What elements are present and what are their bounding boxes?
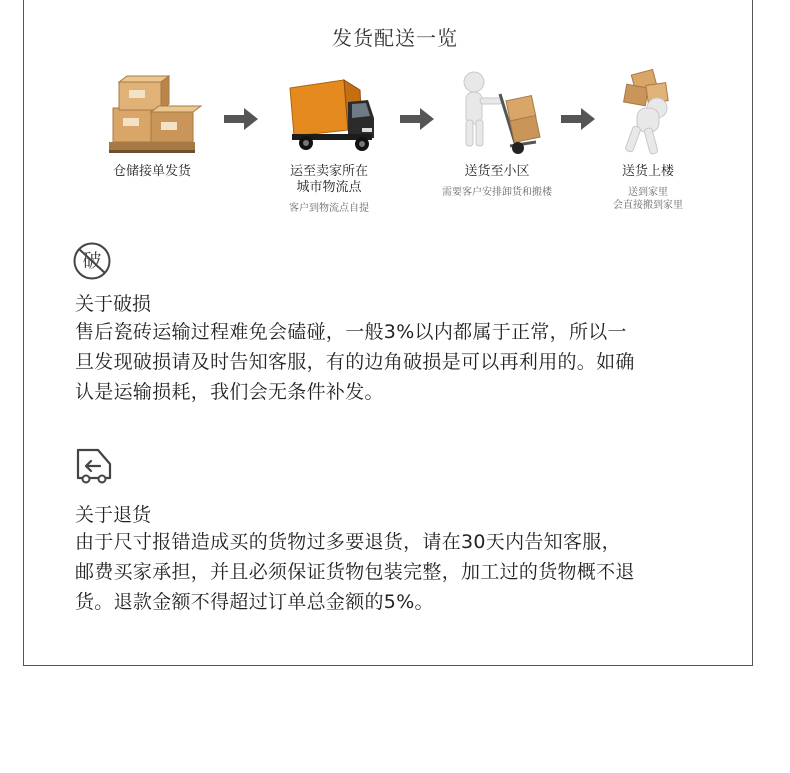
- step-label-line: 仓储接单发货: [112, 164, 191, 179]
- returns-line: 邮费买家承担，并且必须保证货物包装完整，加工过的货物概不退: [75, 561, 635, 583]
- damage-line: 认是运输损耗，我们会无条件补发。: [75, 381, 384, 403]
- step-label: [244, 164, 414, 196]
- step-warehouse: [67, 68, 237, 180]
- step-sub-line: 需要客户安排卸货和搬楼: [442, 187, 552, 198]
- step-label: [563, 164, 733, 180]
- hand-truck-person-icon: [412, 68, 582, 158]
- step-city-logistics: [244, 68, 414, 215]
- page-title: 发货配送一览: [332, 26, 458, 50]
- step-label-line: 送货上楼: [621, 164, 674, 179]
- damage-heading: 关于破损: [75, 293, 152, 315]
- boxes-on-pallet-icon: [67, 68, 237, 158]
- damage-badge-icon: [72, 241, 112, 281]
- step-sub-line: 客户到物流点自提: [289, 203, 369, 214]
- truck-icon: [244, 68, 414, 158]
- step-label: [412, 164, 582, 180]
- damage-body: [75, 317, 725, 407]
- step-sub-line: 送到家里: [628, 187, 668, 198]
- damage-badge-char: 破: [82, 250, 102, 272]
- arrow-right-icon: [400, 108, 434, 130]
- returns-line: 由于尺寸报错造成买的货物过多要退货，请在30天内告知客服，: [75, 531, 621, 553]
- step-label-line: 送货至小区: [464, 164, 530, 179]
- returns-body: [75, 527, 725, 617]
- step-sub-label: [563, 186, 733, 212]
- step-label-line: 城市物流点: [296, 180, 362, 195]
- arrow-right-icon: [561, 108, 595, 130]
- step-sub-line: 会直接搬到家里: [613, 200, 683, 211]
- step-sub-label: [412, 186, 582, 199]
- step-upstairs: [563, 68, 733, 212]
- return-truck-icon: [74, 446, 114, 486]
- returns-heading: 关于退货: [75, 504, 152, 526]
- damage-line: 售后瓷砖运输过程难免会磕碰，一般3%以内都属于正常，所以一: [75, 321, 627, 343]
- step-sub-label: [244, 202, 414, 215]
- arrow-right-icon: [224, 108, 258, 130]
- step-community: [412, 68, 582, 199]
- damage-line: 旦发现破损请及时告知客服，有的边角破损是可以再利用的。如确: [75, 351, 635, 373]
- returns-line: 货。退款金额不得超过订单总金额的5%。: [75, 591, 434, 613]
- step-label: [67, 164, 237, 180]
- step-label-line: 运至卖家所在: [289, 164, 368, 179]
